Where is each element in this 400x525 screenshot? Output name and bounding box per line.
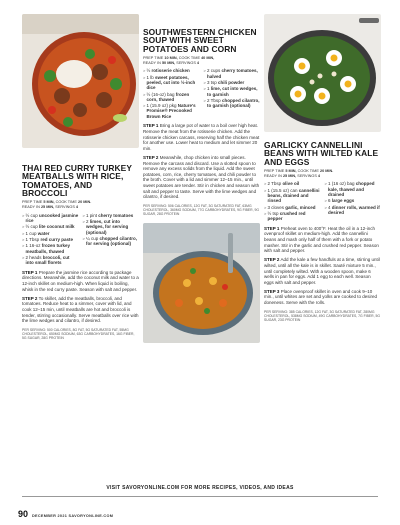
ingredient-item: > 6 large eggs [325,198,382,203]
step-1: STEP 1 Preheat oven to 400°F. Heat the oil in a 12-inch ovenproof skillet on medium-high. Add the cannellini beans and mash only half of them with a fork or potato masher. Stir in the garlic and crushed red pepper. Season with salt and pepper. [264,225,379,254]
page-number: 90 [18,509,29,519]
ingredient-item: > 1 lime, cut into wedges, to garnish [204,86,261,97]
step-3: STEP 3 Place ovenproof skillet in oven and cook 9–10 min., until whites are set and yolks are cooked to desired doneness. Serve with the rolls. [264,288,378,306]
recipe-meta: PREP TIME 5 MIN, COOK TIME 20 MIN. READY IN 25 MIN, SERVINGS 4 [22,200,92,209]
nutrition-info: PER SERVING: 506 CALORIES, 12G FAT, 3G SATURATED FAT, 63MG CHOLESTEROL, 360MG SODIUM, 77G CARBOHYDRATES, 9G FIBER, 9G SUGAR, 28G PROTEIN [143,203,259,217]
meatballs-photo [22,14,139,148]
recipe-title: SOUTHWESTERN CHICKEN SOUP WITH SWEET POTATOES AND CORN [143,27,257,54]
ingredient-item: > ½ tsp crushed red pepper [264,211,321,222]
step-2: STEP 2 Meanwhile, chop chicken into small pieces. Remove the carcass and discard. Use a slotted spoon to remove any excess solids from the liquid. Add the sweet potatoes, corn, rice, cherry tomatoes, and chili powder to the broth. Cover with a lid and simmer 12–15 min., until sweet potatoes are tender. Stir in chicken and season with salt and pepper to taste. Serve with the lime wedges and cilantro, if desired. [143,154,260,200]
ingredient-item: > ½ cup uncooked jasmine rice [22,213,79,224]
ingredients-left [143,68,200,120]
nutrition-info: PER SERVING: 385 CALORIES, 12G FAT, 3G SATURATED FAT, 280MG CHOLESTEROL, 538MG SODIUM, 49G CARBOHYDRATES, 7G FIBER, 5G SUGAR, 23G PROTEIN [264,309,380,323]
issue-info: DECEMBER 2021 SAVORYONLINE.COM [32,514,114,518]
recipe-meta: PREP TIME 5 MIN, COOK TIME 20 MIN. READY IN 25 MIN, SERVINGS 4 [264,168,334,178]
ingredient-item: > ½ (16-oz) bag frozen corn, thawed [143,92,200,103]
ingredients-right [204,68,261,120]
soup-photo [143,223,260,343]
nutrition-info: PER SERVING: 500 CALORIES, 8G FAT, 5G SATURATED FAT, 55MG CHOLESTEROL, 650MG SODIUM, 63G CARBOHYDRATES, 16G FIBER, 5G SUGAR, 28G PROTEIN [22,327,135,341]
ingredient-item: > ½ cup lite coconut milk [22,224,79,229]
step-2: STEP 2 To skillet, add the meatballs, broccoli, and tomatoes. Reduce heat to a simmer, cover with lid, and cook 12–15 min, until meatballs are hot and broccoli is tender, stirring occasionally. Serve meatballs over rice with the lime wedges and cilantro, if desired. [22,295,139,324]
ingredients [264,181,381,222]
ingredient-item: > 1 (15.9 oz) pkg Nature's Promise® Precooked Brown Rice [143,103,200,119]
step-2: STEP 2 Add the kale a few handfuls at a time, stirring until wilted, until all the kale is in skillet. Sauté mixture 5 min., until completely wilted. With a wooden spoon, make 6 wells in pan for eggs. Add 1 egg to each well. Season eggs with salt and pepper. [264,257,380,285]
footer-website-link[interactable]: VISIT SAVORYONLINE.COM FOR MORE RECIPES, VIDEOS, AND IDEAS [106,485,294,491]
ingredients-right [325,181,382,222]
ingredient-item: > 2 heads broccoli, cut into small florets [22,255,79,266]
recipe-meta: PREP TIME 10 MIN, COOK TIME 40 MIN, READY IN 50 MIN, SERVINGS 4 [143,55,215,65]
beans-photo [264,14,381,132]
ingredients-right [83,213,140,267]
ingredient-item: > ½ rotisserie chicken [143,68,200,73]
ingredients [143,68,260,120]
step-1: STEP 1 Prepare the jasmine rice according to package directions. Meanwhile, add the coconut milk and water to a 12-inch skillet on medium-high. When liquid is boiling, whisk in the red curry paste. Season with salt and pepper. [22,269,139,292]
ingredient-item: > 4 dinner rolls, warmed if desired [325,205,382,216]
ingredient-item: > 1 cup water [22,231,79,236]
ingredient-item: > 3 cloves garlic, minced [264,205,321,210]
footer-divider [22,496,378,497]
ingredient-item: > 1 pint cherry tomatoes [83,213,140,218]
recipe-title: GARLICKY CANNELLINI BEANS WITH WILTED KALE AND EGGS [264,140,379,167]
ingredient-item: > 1 lb sweet potatoes, peeled, cut into ½-inch dice [143,75,200,91]
recipe-thai-meatballs [22,14,139,341]
ingredient-item: > 2 cups cherry tomatoes, halved [204,68,261,79]
ingredients-left [22,213,79,267]
footer [18,509,113,519]
ingredient-item: > 1 16-oz frozen turkey meatballs, thawed [22,243,79,254]
ingredient-item: > 1 Tbsp red curry paste [22,237,79,242]
ingredient-item: > 1 (15.5 oz) can cannellini beans, drained and rinsed [264,188,321,204]
ingredient-item: > ¼ cup chopped cilantro, for serving (optional) [83,236,140,247]
ingredients [22,213,139,267]
ingredient-item: > 2 Tbsp chopped cilantro, to garnish (optional) [204,98,261,109]
recipe-title: THAI RED CURRY TURKEY MEATBALLS WITH RICE, TOMATOES, AND BROCCOLI [22,163,132,199]
ingredient-item: > 2 limes, cut into wedges, for serving (optional) [83,219,140,235]
step-1: STEP 1 Bring a large pot of water to a boil over high heat. Remove the meat from the rotisserie chicken. Add the rotisserie chicken carcass, reserving half the chicken meat for another use. Lower heat to medium and let simmer 20 min. [143,123,260,151]
ingredient-item: > 1 (16 oz) bag chopped kale, thawed and drained [325,181,382,197]
ingredient-item: > 3 tsp chili powder [204,80,261,85]
recipe-chicken-soup [143,14,260,343]
recipe-cannellini-beans [264,14,381,323]
ingredient-item: > 2 Tbsp olive oil [264,181,321,186]
ingredients-left [264,181,321,222]
